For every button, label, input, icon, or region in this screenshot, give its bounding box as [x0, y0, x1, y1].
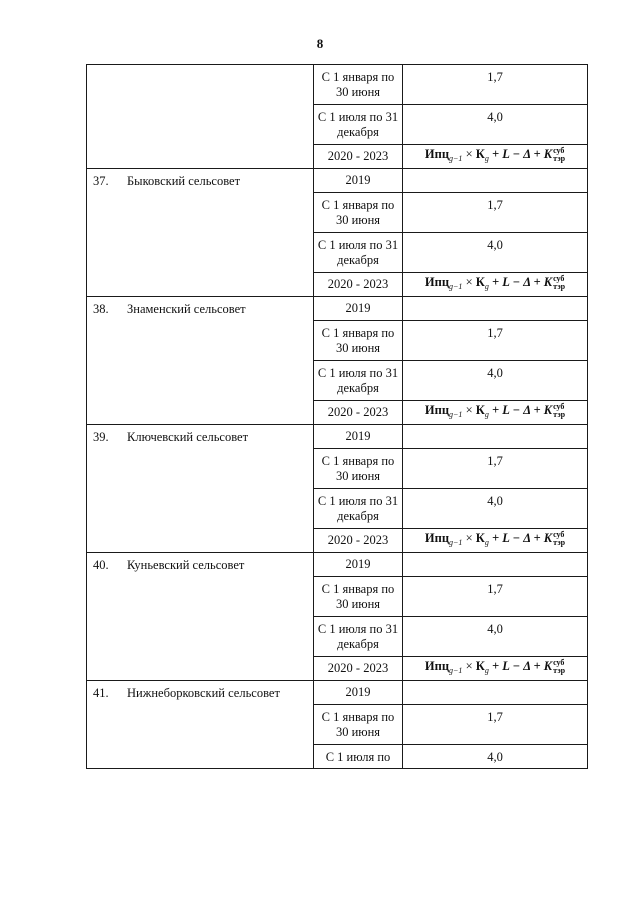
settlement-name: Куньевский сельсовет — [127, 558, 245, 572]
tariff-table — [86, 64, 588, 769]
formula-prefix-sub: g−1 — [449, 410, 463, 419]
value-cell: 1,7 — [403, 193, 588, 233]
period-cell: С 1 июля по 31 декабря — [314, 361, 403, 401]
formula-k-sub: g — [484, 538, 489, 547]
formula-k-sub: g — [484, 410, 489, 419]
formula-times: × — [465, 275, 473, 289]
formula-k-sub2: тэр — [553, 666, 566, 676]
period-cell: С 1 июля по 31 декабря — [314, 489, 403, 529]
formula-k-sub2: тэр — [553, 282, 566, 292]
formula-cell — [403, 529, 588, 553]
formula-k-indices — [553, 403, 565, 419]
formula-k-indices — [553, 531, 565, 547]
value-cell-empty — [403, 553, 588, 577]
formula-rest: + L − Δ + K — [491, 531, 553, 545]
formula-times: × — [465, 659, 473, 673]
page-number: 8 — [316, 36, 324, 51]
year-range-cell: 2020 - 2023 — [314, 657, 403, 681]
table-row — [87, 553, 588, 577]
formula-cell — [403, 657, 588, 681]
formula-cell — [403, 401, 588, 425]
settlement-name: Ключевский сельсовет — [127, 430, 249, 444]
formula-k: К — [475, 403, 485, 417]
formula-k-sub: g — [484, 282, 489, 291]
settlement-cell — [87, 553, 314, 681]
settlement-cell — [87, 169, 314, 297]
year-cell: 2019 — [314, 169, 403, 193]
formula-k-sub: g — [484, 666, 489, 675]
year-cell: 2019 — [314, 681, 403, 705]
formula-prefix: Ипц — [424, 275, 450, 289]
formula-times: × — [465, 403, 473, 417]
formula-k-sub: g — [484, 154, 489, 163]
value-cell-empty — [403, 297, 588, 321]
formula-k-indices — [553, 659, 565, 675]
table-row — [87, 169, 588, 193]
period-cell: С 1 января по 30 июня — [314, 193, 403, 233]
formula-cell — [403, 273, 588, 297]
period-cell: С 1 января по 30 июня — [314, 449, 403, 489]
formula-prefix: Ипц — [424, 147, 450, 161]
formula-rest: + L − Δ + K — [491, 403, 553, 417]
formula-k: К — [475, 147, 485, 161]
period-cell: С 1 июля по — [314, 745, 403, 769]
period-cell: С 1 июля по 31 декабря — [314, 233, 403, 273]
value-cell: 4,0 — [403, 745, 588, 769]
value-cell: 1,7 — [403, 449, 588, 489]
year-range-cell: 2020 - 2023 — [314, 401, 403, 425]
year-cell: 2019 — [314, 425, 403, 449]
tariff-formula — [424, 402, 566, 420]
period-cell: С 1 июля по 31 декабря — [314, 617, 403, 657]
value-cell: 1,7 — [403, 65, 588, 105]
formula-k-sub2: тэр — [553, 154, 566, 164]
formula-prefix: Ипц — [424, 659, 450, 673]
year-cell: 2019 — [314, 553, 403, 577]
formula-k-sub2: тэр — [553, 538, 566, 548]
formula-k: К — [475, 275, 485, 289]
formula-prefix-sub: g−1 — [449, 666, 463, 675]
table-row — [87, 297, 588, 321]
period-cell: С 1 января по 30 июня — [314, 321, 403, 361]
year-cell: 2019 — [314, 297, 403, 321]
formula-k-sup: суб — [553, 530, 565, 540]
settlement-name: Знаменский сельсовет — [127, 302, 246, 316]
formula-prefix-sub: g−1 — [449, 282, 463, 291]
year-range-cell: 2020 - 2023 — [314, 145, 403, 169]
period-cell: С 1 июля по 31 декабря — [314, 105, 403, 145]
period-cell: С 1 января по 30 июня — [314, 65, 403, 105]
formula-k-indices — [553, 275, 565, 291]
value-cell-empty — [403, 169, 588, 193]
formula-times: × — [465, 147, 473, 161]
settlement-cell — [87, 425, 314, 553]
period-cell: С 1 января по 30 июня — [314, 577, 403, 617]
formula-prefix: Ипц — [424, 403, 450, 417]
formula-rest: + L − Δ + K — [491, 147, 553, 161]
tariff-formula — [424, 658, 566, 676]
value-cell: 4,0 — [403, 617, 588, 657]
value-cell-empty — [403, 681, 588, 705]
formula-rest: + L − Δ + K — [491, 659, 553, 673]
name-cell-empty — [87, 65, 314, 169]
formula-k-sup: суб — [553, 146, 565, 156]
formula-cell — [403, 145, 588, 169]
entry-number: 38. — [93, 302, 109, 316]
formula-rest: + L − Δ + K — [491, 275, 553, 289]
settlement-cell — [87, 681, 314, 769]
year-range-cell: 2020 - 2023 — [314, 529, 403, 553]
formula-k-sup: суб — [553, 402, 565, 412]
formula-k-indices — [553, 147, 565, 163]
entry-number: 39. — [93, 430, 109, 444]
tariff-formula — [424, 146, 566, 164]
value-cell: 4,0 — [403, 105, 588, 145]
entry-number: 40. — [93, 558, 109, 572]
settlement-cell — [87, 297, 314, 425]
formula-prefix: Ипц — [424, 531, 450, 545]
value-cell: 4,0 — [403, 361, 588, 401]
formula-k-sup: суб — [553, 274, 565, 284]
table-row — [87, 425, 588, 449]
tariff-formula — [424, 530, 566, 548]
table-row — [87, 681, 588, 705]
value-cell: 1,7 — [403, 321, 588, 361]
formula-prefix-sub: g−1 — [449, 154, 463, 163]
value-cell: 4,0 — [403, 489, 588, 529]
formula-k-sub2: тэр — [553, 410, 566, 420]
formula-prefix-sub: g−1 — [449, 538, 463, 547]
formula-k-sup: суб — [553, 658, 565, 668]
value-cell: 1,7 — [403, 705, 588, 745]
period-cell: С 1 января по 30 июня — [314, 705, 403, 745]
formula-k: К — [475, 659, 485, 673]
formula-times: × — [465, 531, 473, 545]
table-row — [87, 65, 588, 105]
settlement-name: Нижнеборковский сельсовет — [127, 686, 280, 700]
value-cell-empty — [403, 425, 588, 449]
tariff-formula — [424, 274, 566, 292]
value-cell: 4,0 — [403, 233, 588, 273]
settlement-name: Быковский сельсовет — [127, 174, 241, 188]
value-cell: 1,7 — [403, 577, 588, 617]
entry-number: 37. — [93, 174, 109, 188]
formula-k: К — [475, 531, 485, 545]
entry-number: 41. — [93, 686, 109, 700]
year-range-cell: 2020 - 2023 — [314, 273, 403, 297]
